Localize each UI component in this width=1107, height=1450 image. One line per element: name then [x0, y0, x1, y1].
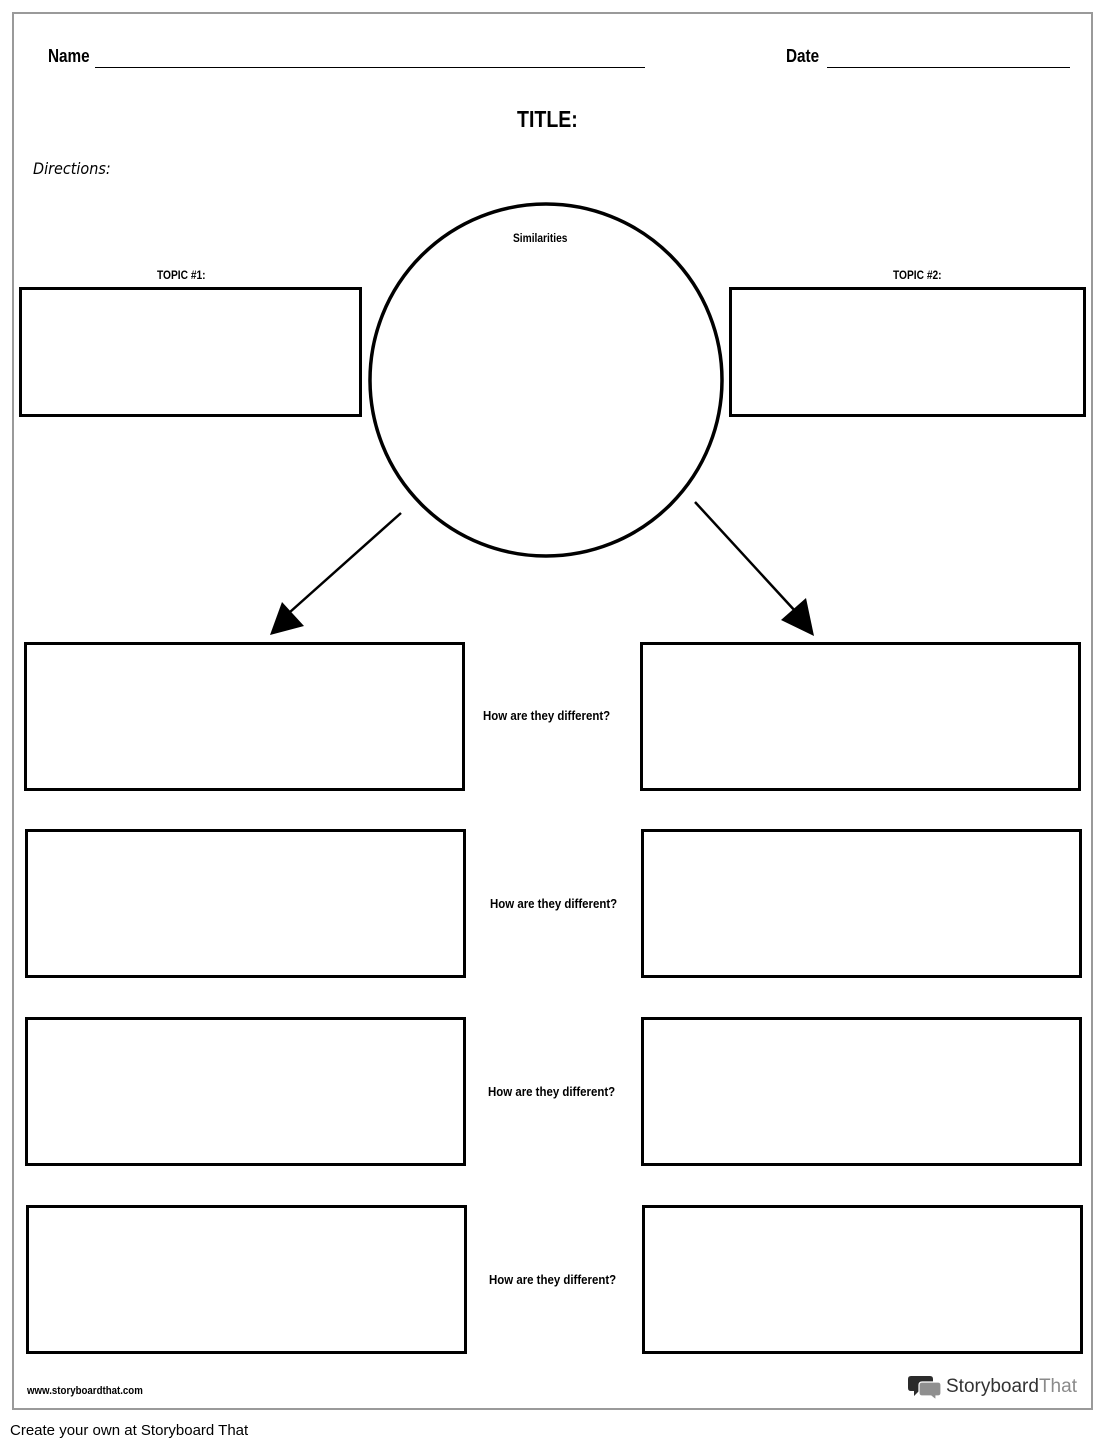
topic2-difference-box-2: [641, 829, 1082, 978]
left-arrow-shaft: [290, 513, 401, 612]
difference-prompt-4: How are they different?: [489, 1272, 617, 1287]
topic1-label: TOPIC #1:: [157, 268, 206, 282]
similarities-circle: [370, 204, 722, 556]
website-url: www.storyboardthat.com: [27, 1385, 143, 1397]
topic1-box: [19, 287, 362, 417]
directions-label: Directions:: [33, 159, 111, 178]
logo-word-light: That: [1038, 1376, 1077, 1397]
difference-prompt-2: How are they different?: [490, 896, 618, 911]
difference-prompt-3: How are they different?: [488, 1084, 616, 1099]
topic1-difference-box-1: [24, 642, 465, 791]
speech-bubbles-icon: [908, 1374, 942, 1400]
footer-create-link[interactable]: Create your own at Storyboard That: [10, 1422, 249, 1439]
left-arrowhead: [270, 602, 304, 635]
name-label: Name: [48, 46, 90, 66]
topic2-difference-box-3: [641, 1017, 1082, 1166]
logo-word: Storyboard: [946, 1376, 1039, 1397]
date-label: Date: [786, 46, 820, 66]
logo-wordmark: [946, 1376, 1077, 1398]
topic1-difference-box-3: [25, 1017, 466, 1166]
topic2-box: [729, 287, 1086, 417]
topic1-difference-box-4: [26, 1205, 467, 1354]
topic1-difference-box-2: [25, 829, 466, 978]
right-arrowhead: [781, 598, 814, 636]
topic2-difference-box-4: [642, 1205, 1083, 1354]
right-arrow-shaft: [695, 502, 796, 612]
difference-prompt-1: How are they different?: [483, 708, 611, 723]
topic2-difference-box-1: [640, 642, 1081, 791]
storyboardthat-logo: [908, 1372, 1077, 1402]
topic2-label: TOPIC #2:: [893, 268, 942, 282]
title-label: TITLE:: [517, 106, 578, 132]
similarities-label: Similarities: [513, 231, 568, 245]
